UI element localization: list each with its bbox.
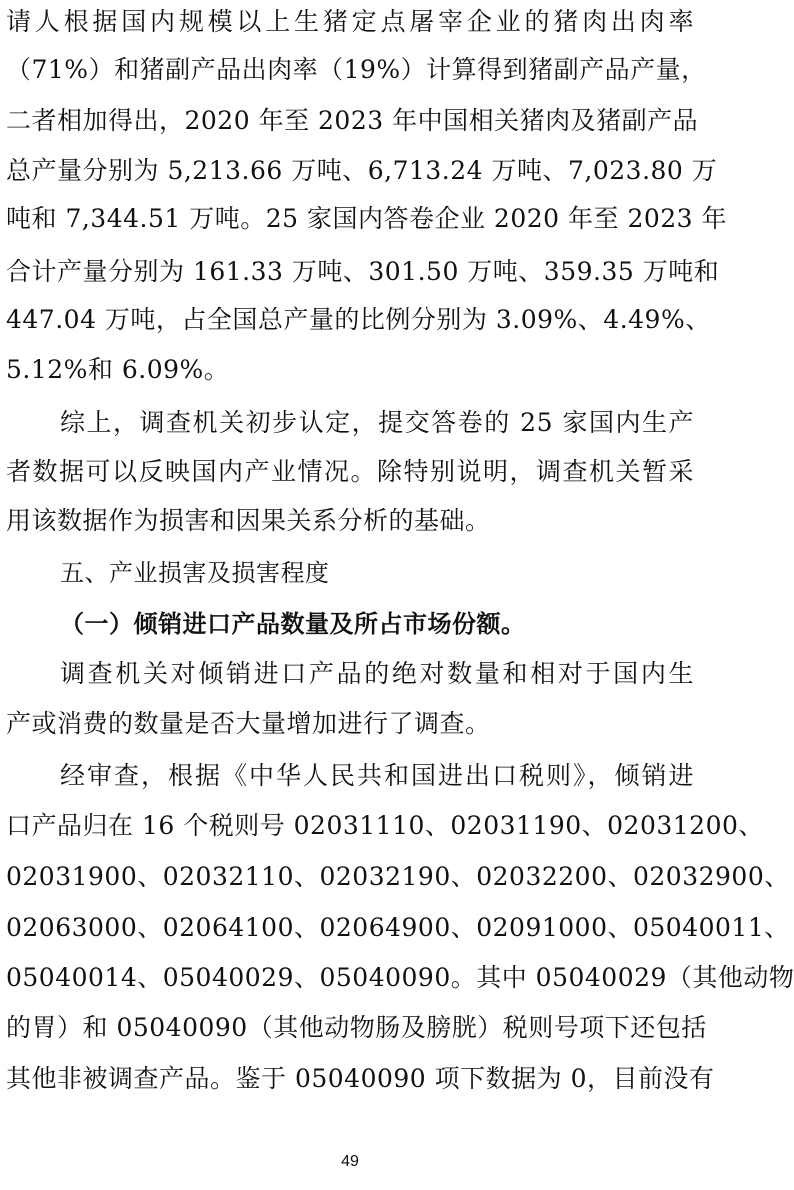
body-text-line: 合计产量分别为 161.33 万吨、301.50 万吨、359.35 万吨和 — [6, 257, 720, 286]
body-text-line: 5.12%和 6.09%。 — [6, 355, 230, 384]
page-number: 49 — [341, 1153, 359, 1170]
body-text-line: 用该数据作为损害和因果关系分析的基础。 — [6, 506, 491, 535]
body-text-line: （71%）和猪副产品出肉率（19%）计算得到猪副产品产量， — [6, 55, 707, 84]
body-text-line: 请人根据国内规模以上生猪定点屠宰企业的猪肉出肉率 — [6, 7, 694, 36]
body-text-line: 口产品归在 16 个税则号 02031110、02031190、02031200、 — [6, 811, 764, 840]
body-text-line: 者数据可以反映国内产业情况。除特别说明，调查机关暂采 — [6, 457, 694, 486]
paragraph-first-line: 综上，调查机关初步认定，提交答卷的 25 家国内生产 — [60, 408, 694, 437]
body-text-line: 二者相加得出，2020 年至 2023 年中国相关猪肉及猪副产品 — [6, 106, 699, 135]
body-text-line: 02063000、02064100、02064900、02091000、05040011、 — [6, 913, 790, 942]
body-text-line: 02031900、02032110、02032190、02032200、02032900、 — [6, 862, 790, 891]
body-text-line: 总产量分别为 5,213.66 万吨、6,713.24 万吨、7,023.80 万 — [6, 156, 718, 185]
subsection-heading: （一）倾销进口产品数量及所占市场份额。 — [60, 610, 526, 638]
body-text-line: 产或消费的数量是否大量增加进行了调查。 — [6, 709, 491, 738]
body-text-line: 的胃）和 05040090（其他动物肠及膀胱）税则号项下还包括 — [6, 1013, 707, 1042]
section-heading: 五、产业损害及损害程度 — [60, 559, 330, 587]
body-text-line: 吨和 7,344.51 万吨。25 家国内答卷企业 2020 年至 2023 年 — [6, 204, 728, 233]
body-text-line: 447.04 万吨，占全国总产量的比例分别为 3.09%、4.49%、 — [6, 305, 711, 334]
body-text-line: 其他非被调查产品。鉴于 05040090 项下数据为 0，目前没有 — [6, 1064, 715, 1093]
paragraph-first-line: 经审查，根据《中华人民共和国进出口税则》，倾销进 — [60, 761, 694, 790]
paragraph-first-line: 调查机关对倾销进口产品的绝对数量和相对于国内生 — [60, 659, 694, 688]
body-text-line: 05040014、05040029、05040090。其中 05040029（其他动物 — [6, 963, 794, 992]
